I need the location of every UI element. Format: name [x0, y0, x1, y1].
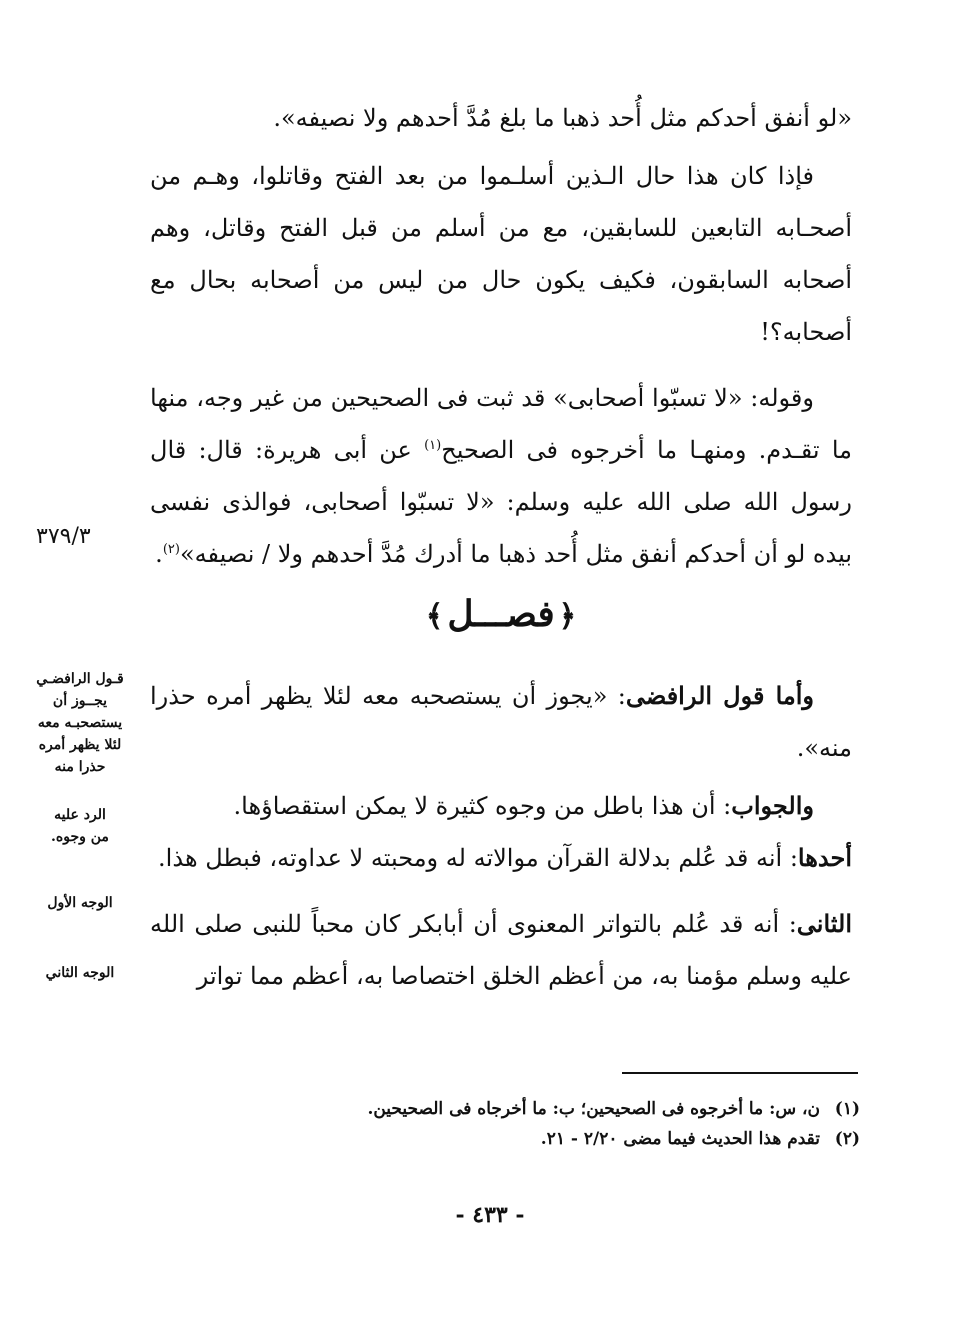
paragraph-answer — [150, 780, 852, 832]
lead-answer: والجواب — [731, 791, 814, 820]
margin-line: من وجوه. — [51, 829, 109, 845]
footnote-divider — [622, 1072, 858, 1074]
text-rafidi-claim: : «يجوز أن يستصحبه معه لئلا يظهر أمره حذرا منه». — [150, 682, 852, 762]
footnote-text: ن، س: ما أخرجوه فى الصحيحين؛ ب: ما أخرجاه فى الصحيحين. — [367, 1099, 820, 1119]
body-text — [150, 92, 852, 580]
footnote-number: (١) — [834, 1099, 860, 1119]
footnote-text: تقدم هذا الحديث فيما مضى ٢/٢٠ - ٢١. — [540, 1129, 820, 1149]
margin-line: لئلا يظهر أمره — [38, 737, 122, 753]
margin-note-claim — [24, 668, 136, 778]
section-body — [150, 670, 852, 1002]
section-heading — [150, 590, 852, 641]
paragraph-first-aspect — [150, 832, 852, 884]
text-answer: : أن هذا باطل من وجوه كثيرة لا يمكن استقصاؤها. — [233, 792, 732, 820]
footnote-marker-2[interactable]: (٢) — [162, 542, 180, 557]
margin-line: يجــوز أن — [52, 693, 108, 709]
paragraph-saying-part2: عن أبى هريرة: قال: قال رسول الله صلى الله عليه وسلم: «لا تسبّوا أصحابى، فوالذى نفسى بيده لو أن أحدكم أنفق مثل أُحد ذهبا ما أدرك مُدَّ أحدهم ولا / نصيفه» — [150, 436, 852, 568]
lead-rafidi-claim: وأما قول الرافضى — [625, 681, 814, 710]
text-second-aspect: : أنه قد عُلم بالتواتر المعنوى أن أبابكر كان محباً للنبى صلى الله عليه وسلم مؤمنا به، من أعظم الخلق اختصاصا به، أعظم مما تواتر — [150, 910, 852, 990]
paragraph-saying-part1: وقوله: «لا تسبّوا أصحابى» قد ثبت فى الصحيحين من غير وجه، منها ما تقـدم. ومنهـا ما أخرجوه فى الصحيح — [150, 384, 852, 464]
margin-line: قـول الرافضـي — [36, 671, 124, 687]
margin-line: الرد عليه — [54, 807, 106, 823]
paragraph-companions: فإذا كان هذا حال الـذين أسلـموا من بعد الفتح وقاتلوا، وهـم من أصحـابه التابعين للسابقين، مع من أسلم من قبل الفتح وقاتل، وهم أصحابه السابقون، فكيف يكون حال من ليس من أصحابه بحال مع أصحابه؟! — [150, 162, 852, 346]
lead-second-aspect: الثانى — [796, 909, 852, 938]
heading-ornament-right: ﴿ — [558, 599, 577, 634]
heading-title: فصـــل — [447, 593, 555, 635]
footnote-marker-1[interactable]: (١) — [424, 438, 442, 453]
paragraph-second-aspect — [150, 898, 852, 1002]
page-number: - ٤٣٣ - — [455, 1202, 525, 1228]
footnote-1 — [150, 1094, 860, 1124]
paragraph-hadith-quote: «لو أنفق أحدكم مثل أُحد ذهبا ما بلغ مُدَّ أحدهم ولا نصيفه». — [273, 104, 852, 132]
paragraph-rafidi-claim — [150, 670, 852, 774]
footnotes — [150, 1094, 860, 1154]
paragraph-saying — [150, 372, 852, 580]
text-first-aspect: : أنه قد عُلم بدلالة القرآن موالاته له ومحبته لا عداوته، فبطل هذا. — [158, 844, 798, 872]
heading-ornament-left: ﴾ — [425, 599, 444, 634]
margin-line: حذرا منه — [54, 759, 106, 775]
lead-first-aspect: أحدها — [797, 843, 852, 872]
margin-note-first-aspect: الوجه الأول — [47, 895, 113, 911]
footnote-2 — [150, 1124, 860, 1154]
margin-note-reply — [24, 804, 136, 848]
margin-note-second-aspect: الوجه الثاني — [45, 965, 115, 981]
footnote-number: (٢) — [834, 1129, 860, 1149]
paragraph-saying-end: . — [155, 540, 163, 568]
margin-line: يستصحبـه معه — [37, 715, 123, 731]
volume-page-reference: ٣٧٩/٣ — [36, 524, 91, 549]
